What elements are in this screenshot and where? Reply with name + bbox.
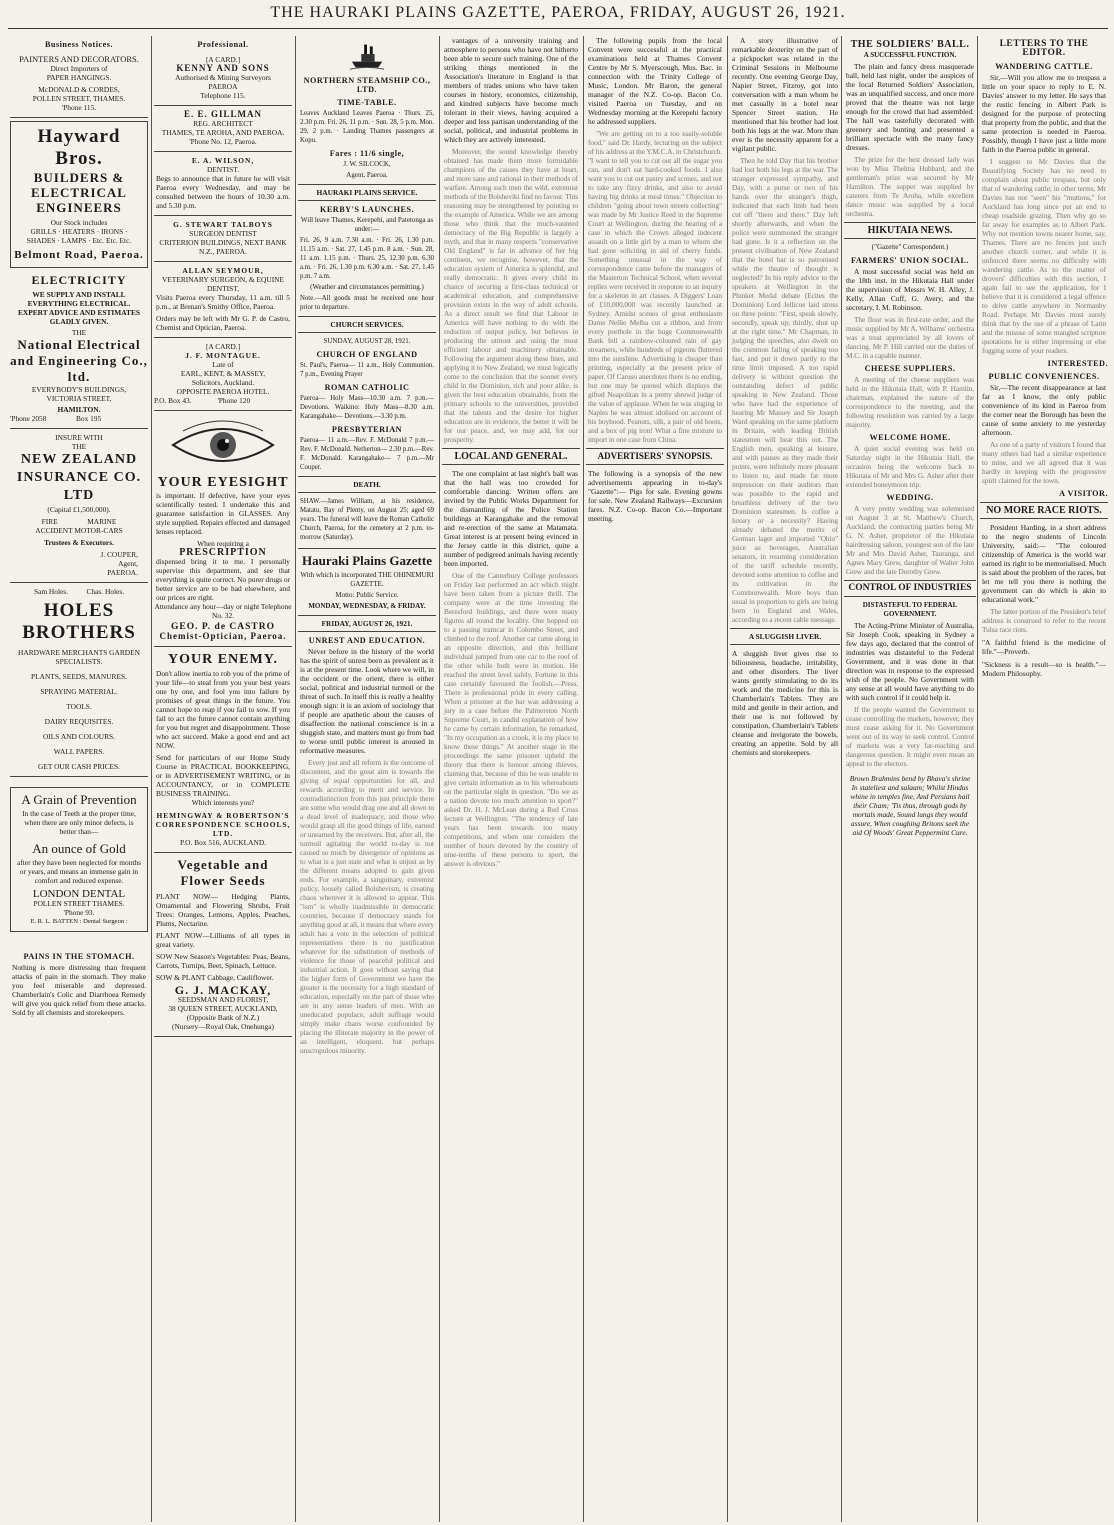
control-of-industries-heading: CONTROL OF INDUSTRIES (844, 580, 976, 597)
painters-line: PAPER HANGINGS. (46, 73, 112, 82)
masthead: THE HAURAKI PLAINS GAZETTE, PAEROA, FRIDAY, AUGUST 26, 1921. (8, 4, 1108, 29)
column-text-filler: A meeting of the cheese suppliers was held in the Hikutaia Hall, with P. Hamlin, chairman, explained the nature of the correspondence to the meeting, and the following resolution was carried by a large majority. (846, 375, 974, 429)
trustees-line: Trustees & Executors. (44, 538, 114, 547)
silcock-sub: Agent, Paeroa. (346, 171, 388, 179)
enemy-question: Which interests you? (191, 798, 255, 807)
mackay-opposite: (Opposite Bank of N.Z.) (186, 1013, 260, 1022)
stock-items: GRILLS · HEATERS · IRONS · SHADES · LAMPS · Etc. Etc. Etc. (26, 227, 132, 245)
kerbys-note: (Weather and circumstances permitting.) (310, 283, 424, 291)
seeds-heading: Vegetable and Flower Seeds (177, 857, 269, 888)
column-text-filler: Every just and all reform is the outcome of discontent, and the great aim is towards the giving of equal opportunities for all, and rewards according to merit and service. In contradistinction from this just principle there are some who would drag one and all down to a dead level of inadequacy, and those who would grasp all the good things of life, earned or unearned by the receivers. But, after all, the turmoil agitating the world to-day is not caused so much by divergence of opinions as to what is a just state and what is unjust as by the different means adopted to gain given ends. For example, a sanguinary, extremist policy, loosely called Bolshevism, is creating chaos wherever it is allowed to appear. This "ism" is wholly inadmissible in democratic countries, because if democracy stands for anything good at all, it means that where every adult has a vote in the selection of political representatives there is no justification whatever for the substitution of methods of violence for those of peaceful political and industrial action. It goes without saying that the higher form of Government we have the greater is the necessity for a high standard of education, especially on the part of those who are in any sense leaders of men. With an uneducated populace, adult suffrage would simply make chaos worse confounded by placing the illiterate majority in the power of an intelligent, eloquent, but perhaps unscrupulous minority. (300, 758, 434, 1055)
cheese-suppliers-heading: CHEESE SUPPLIERS. (864, 364, 956, 373)
column-rule (295, 36, 296, 1522)
local-and-general-heading: LOCAL AND GENERAL. (442, 448, 580, 465)
holes-cash-prices: GET OUR CASH PRICES. (38, 762, 120, 771)
seymour-card (154, 262, 292, 338)
seymour-orders: Orders may be left with Mr G. P. de Castro, Chemist and Optician, Paeroa. (156, 314, 290, 332)
the-label: THE (71, 328, 87, 337)
soldiers-ball-body (844, 62, 976, 218)
card-label: [A CARD.] (205, 342, 241, 351)
local-and-general-continued (586, 36, 724, 444)
soldiers-ball-heading: THE SOLDIERS' BALL. (850, 39, 970, 50)
holes-brothers-ad (10, 583, 148, 777)
column-text-filler: A very pretty wedding was solemnised on August 3 at St. Matthew's Church, Auckland, the contracting parties being Mr G. N. Asher, proprietor of the Hikutaia hairdressing saloon, youngest son of the late Mr and Mrs David Asher, Tauranga, and Agnes Mary Grew, daughter of Walter John Grew and the late Dorothy Grew. (846, 504, 974, 576)
hikutaia-paragraph: A most successful social was held on the 18th inst. in the Hikutaia Hall under the supervision of Messrs W. H. Alley, J. Kelly, Allan Cuff, G. Avery, and the secretary, I. M. Robinson. (846, 267, 974, 312)
timetable-heading: TIME-TABLE. (337, 98, 397, 107)
prescription-intro: When requiring a (197, 539, 249, 548)
gazette-sub: With which is incorporated THE OHINEMURI GAZETTE. (300, 571, 434, 588)
painters-line: Direct Importers of (50, 64, 108, 73)
column-4 (442, 36, 580, 1522)
church-of-england-rows: St. Paul's, Paeroa— 11 a.m., Holy Communion. 7 p.m., Evening Prayer (300, 362, 434, 378)
seeds-plant-2: PLANT NOW—Lilliums of all types in great variety. (156, 931, 290, 949)
eyesight-body: is important. If defective, have your eyes scientifically tested. I undertake this and guarantee satisfaction in GLASSES. Any style supplied. Repairs effected and damaged lenses replaced. (156, 491, 290, 536)
presbyterian-heading: PRESBYTERIAN (331, 425, 403, 434)
church-services-heading: CHURCH SERVICES. (298, 316, 436, 333)
roman-catholic-heading: ROMAN CATHOLIC (324, 383, 410, 392)
eyesight-heading: YOUR EYESIGHT (157, 475, 289, 490)
column-rule (583, 36, 584, 1522)
steamship-icon (348, 38, 386, 72)
talboys-sub: SURGEON DENTIST (189, 229, 257, 238)
column-text-filler: The floor was in first-rate order, and the music supplied by Mr A. Wilhams' orchestra was a treat appreciated by all lovers of dancing. Mr P. Hill carried out the duties of M.C. in a capable manner. (846, 315, 974, 360)
montague-firm: EARL, KENT, & MASSEY, (180, 369, 266, 378)
column-2 (154, 36, 292, 1522)
timetable-rows: Leaves Auckland Leaves Paeroa · Thurs. 25, 2.30 p.m. Fri. 26, 11 p.m. · Sun. 28, 5 p.m. Mon. 29, 2 p.m. · Landing Thames passengers at Kopu. (300, 110, 434, 144)
eye-illustration-icon (168, 419, 278, 471)
welcome-body (844, 444, 976, 489)
fire-marine-line: FIRE MARINE (41, 517, 117, 526)
race-riots-body (980, 523, 1108, 634)
column-rule (151, 36, 152, 1522)
enemy-ad (154, 647, 292, 853)
faithful-friend-quote: "A faithful friend is the medicine of life."—Proverb. (982, 638, 1106, 656)
hayward-name: Hayward Bros. (37, 126, 121, 169)
column-text-filler: Then he told Day that his brother had lost both his legs at the war. The stranger expressed sympathy, and Day, with a purse or two of his hands over the stranger's thigh, indicated that each limb had been cut off "there and there." Day left shortly afterwards, and when the police were summoned the stranger had gone. Is it a reflection on the present civilisation of New Zealand that the hotel bar is so patronised while the theatre of thought is neglected? In his reply advice to the speakers at Wellington in the Plunket Medal debate (Ecites the Dominion) Lord Jellicoe laid stress on three points: "First, speak slowly, secondly, speak up; thirdly, shut up at the right time." Mr Chapman, in judging the speeches, also dwelt on the common failing of speaking too fast, and put it down partly to the time limit imposed. A too rapid delivery is without question the outstanding defect of public speaking in New Zealand. Those who have had the experience of hearing Mr Massey and Sir Joseph Ward speaking on the same platform in Britain, with leading British statesmen will bear this out. The English men, speaking at leisure, and with pauses as they made their points, were infinitely more pleasant to listen to, and made far more impression on their auditors than was possible to the rapid and breathless delivery of the two Dominion statesmen. Is coffee a luxury or a necessity? Having already debated the merits of German lager and imported "Ohio" juice as beverages, Australian senators, in resuming consideration of the tariff schedule recently, devoted some attention to coffee and its cultivation in the Commonwealth. More boys than usual in proportion to girls are being born in England and Wales, according to a recent cable message. (732, 156, 838, 624)
public-conveniences-body (980, 383, 1108, 485)
hikutaia-correspondent: ("Gazette" Correspondent.) (871, 243, 949, 251)
prescription-heading: PRESCRIPTION (179, 547, 267, 558)
talboys-card (154, 216, 292, 262)
column-7 (844, 36, 976, 1522)
kerbys-parcels: Note.—All goods must be received one hour prior to departure. (300, 295, 434, 311)
wedding-body (844, 504, 976, 576)
column-text-filler: A quiet social evening was held on Saturday night in the Hikutaia Hall, the occasion being the welcome back to Hikutaia of Mr and Mrs G. Asher after their extended honeymoon trip. (846, 444, 974, 489)
column-text-filler: One of the Canterbury College professors on Friday last performed an act which might have been taken from a picture thrill. The company were at the time investing the Beresford buildings, and there were many figures all round the locality. One hopped on to a passing tramcar in Colombo Street, and climbed to the roof. Another car came along in an opposite direction, and this brilliant individual jumped from one car to the roof of the other while both were in motion. He reached the street level safely. Fortune in this case certainly favoured the foolish.—Press. There is professional pride in every calling. When a prisoner at the bar was addressing a jury in a case before the Palmerston North Supreme Court, in candid explanation of how he came by certain information, he remarked, "In my occupation as a crook, it is my place to know these things." At another stage in the proceedings the same prisoner upheld the theory that there is honour among thieves, claiming that, because of this he was unable to give certain information as to his whereabouts on the particular night in question. "Do we as a nation devote too much attention to sport?" asked Dr. H. J. McLean during a Red Cross lecture at Wellington. "The tendency of late years has been towards too many competitions, and when one considers the number of hours devoted by the country of nine-tenths of these persons to sport, the answer is obvious." (444, 571, 578, 868)
roman-catholic-rows: Paeroa— Holy Mass—10.30 a.m. 7 p.m.—Devotions. Waikino: Holy Mass—8.30 a.m. Karangahake— Devotions.—3.30 p.m. (300, 395, 434, 420)
kerbys-rows: Fri. 26, 9 a.m. 7.30 a.m. · Fri. 26, 1.30 p.m. 11.15 a.m. · Sat. 27, 1.45 p.m. 8 a.m. · Sun. 28, 11 a.m. 1.15 p.m. · Thurs. 25, 12.30 p.m. 6.30 a.m. · Fri. 26, 1.30 p.m. 6.30 a.m. · Sat. 27, 1.45 p.m. 7 a.m. (300, 237, 434, 280)
painters-title: PAINTERS AND DECORATORS. (19, 54, 139, 64)
hauraki-service-heading: HAURAKI PLAINS SERVICE. (298, 184, 436, 201)
local-and-general-body (442, 469, 580, 868)
editorial-body (298, 647, 436, 1055)
mackay-name: G. J. MACKAY, (174, 983, 272, 997)
belmont-address: Belmont Road, Paeroa. (14, 249, 144, 261)
advertisers-synopsis-body: The following is a synopsis of the new advertisements appearing in to-day's "Gazette":— Pigs for sale. Evening gowns for sale. New Zealand Railways—Excursion fares. N.Z. Co-op. Bacon Co.—Important meeting. (588, 469, 722, 523)
professional-heading: Professional. (197, 40, 249, 49)
hayward-ad (10, 121, 148, 268)
wandering-cattle-body (980, 73, 1108, 355)
holes-plants: PLANTS, SEEDS, MANURES. (31, 672, 127, 681)
holes-sub: HARDWARE MERCHANTS GARDEN SPECIALISTS. (18, 648, 140, 666)
column-text-filler: The prize for the best dressed lady was won by Miss Thelma Hubbard, and the gentleman's prize was secured by Mr Hamilton. The supper was supplied by caterers from Te Aroha, while excellent dance music was supplied by a local orchestra. (846, 155, 974, 218)
local-and-general-continued-2 (730, 36, 840, 624)
montague-box: P.O. Box 43. 'Phone 120 (154, 396, 251, 405)
column-1 (10, 36, 148, 1522)
no-more-race-riots-heading: NO MORE RACE RIOTS. (980, 502, 1108, 519)
welcome-home-heading: WELCOME HOME. (869, 433, 951, 442)
wedding-heading: WEDDING. (886, 493, 934, 502)
ounce-body: after they have been neglected for months or years, and means an immense gain in comfort and reduced expense. (17, 858, 141, 885)
column-rule (841, 36, 842, 1522)
talboys-address: CRITERION BUILDINGS, NEXT BANK N.Z., PAEROA. (159, 238, 287, 256)
agent-line: Agent, (118, 559, 138, 568)
capital-line: (Capital £1,500,000). (47, 505, 111, 514)
gillman-name: E. E. GILLMAN (183, 109, 262, 119)
local-paragraph: A story illustrative of remarkable dexterity on the part of a pickpocket was related in the Criminal Sessions in Melbourne recently. One evening George Day, Napier Street, Fitzroy, got into conversation with a man whom he met casually in a hotel near Spencer Street station. He mentioned that his brother had lost both his legs at the war. More than ever is the necessity apparent for a vigilant public. (732, 36, 838, 153)
seeds-sow-2: SOW & PLANT Cabbage, Cauliflower. (156, 973, 274, 982)
death-heading: DEATH. (298, 476, 436, 493)
hikutaia-body (844, 267, 976, 360)
painters-ad (10, 51, 148, 118)
church-of-england-heading: CHURCH OF ENGLAND (316, 350, 418, 359)
letters-to-editor-heading: LETTERS TO THE EDITOR. (999, 39, 1089, 58)
visitor-signature: A VISITOR. (1059, 489, 1108, 498)
hayward-line: ENGINEERS (36, 200, 122, 215)
control-paragraph: The Acting-Prime Minister of Australia, Sir Joseph Cook, speaking in Sydney a few days ago, declared that the control of industries was distasteful to the Federal Government, and it was done in that direction was in response to the expressed wish of the people. No Government with any sense at all would have anything to do with such control if it could help it. (846, 621, 974, 702)
column-text-filler: The latter portion of the President's brief address is construed to refer to the recent Tulsa race riots. (982, 607, 1106, 634)
seymour-sub: VETERINARY SURGEON, & EQUINE DENTIST, (161, 275, 285, 293)
grain-heading: A Grain of Prevention (21, 792, 137, 807)
seeds-sow: SOW New Season's Vegetables: Peas, Beans, Carrots, Turnips, Beet, Spinach, Lettuce. (156, 952, 290, 970)
dental-ad (10, 787, 148, 932)
silcock-name: J. W. SILCOCK, (343, 160, 391, 168)
kenny-sub: Authorised & Mining Surveyors (175, 73, 271, 82)
the-label: THE (71, 442, 87, 451)
electricity-heading: ELECTRICITY (31, 273, 127, 287)
stock-intro: Our Stock includes (50, 218, 108, 227)
fares-line: Fares : 11/6 single, (329, 149, 405, 158)
column-6 (730, 36, 840, 1522)
local-paragraph: The following pupils from the local Convent were successful at the practical examinations held at Thames Convent Centre by Mr S. Myerscough, Mus. Bac. in connection with the Trinity College of Music, London. Mr Baron, the general manager of the N.Z. Co-op. Bacon Co. visited Paeroa on Tuesday, and on Wednesday morning at the Kerepehi factory he addressed suppliers. (588, 36, 722, 126)
enemy-send: Send for particulars of our Home Study Course in PRACTICAL BOOKKEEPING, or in ADVERTISEMENT WRITING, or in ACCOUNTANCY, or in COMPLETE BUSINESS TRAINING. (156, 753, 290, 798)
column-rule (439, 36, 440, 1522)
holes-dairy: DAIRY REQUISITES. (44, 717, 114, 726)
wilson-body: Begs to announce that in future he will visit Paeroa every Wednesday, and may be consulted between the hours of 10.30 a.m. and 5.30 p.m. (156, 174, 290, 210)
nz-insurance-ad (10, 429, 148, 583)
hayward-line: BUILDERS & (33, 170, 125, 185)
hemingway-name: HEMINGWAY & ROBERTSON'S CORRESPONDENCE SCHOOLS, LTD. (155, 811, 291, 838)
editorial-paragraph: Never before in the history of the world has the spirit of unrest been as prevalent as it is at the present time. Look where we will, in the occident or the orient, there is either social, political and industrial turmoil or the threat of such. In itself this is really a healthy enough sign: it is an axiom of sociology that if people are apathetic about the causes of disaffection the national conscience is in a sluggish state, and matters must go from bad to worse until public interest is aroused in reformative measures. (300, 647, 434, 755)
gazette-motto: Motto: Public Service. (335, 591, 399, 599)
letter-paragraph: Sir,—The recent disappearance at last far as I know, the only public convenience of its kind in Paeroa from the corner near the Borough has been the cause of some anxiety to me yesterday afternoon. (982, 383, 1106, 437)
nz-insurance-name: NEW ZEALAND INSURANCE CO. LTD (16, 452, 142, 503)
philosophy-quote: "Sickness is a result—so is health."—Modern Philosophy. (982, 660, 1106, 678)
accident-line: ACCIDENT MOTOR-CARS (35, 526, 123, 535)
ounce-heading: An ounce of Gold (32, 841, 126, 856)
enemy-body: Don't allow inertia to rob you of the prime of your life—to steal from you your best years one by one, and fool you into failure by promises of great things in the future. You cannot hope to reap if you fail to sow. If you fail to act the future cannot contain anything for you but regret and disappointment. Those who act succeed. Make a good end and act NOW. (156, 669, 290, 750)
attendance-line: Attendance any hour—day or night Telephone No. 32. (154, 602, 292, 620)
enemy-heading: YOUR ENEMY. (167, 652, 279, 667)
control-subheading: DISTASTEFUL TO FEDERAL GOVERNMENT. (862, 601, 958, 618)
kerbys-heading: KERBY'S LAUNCHES. (319, 205, 415, 214)
death-body: SHAW.—James William, at his residence, Matatu, Bay of Plenty, on August 25; aged 69 years. The funeral will leave the Roman Catholic Church, Paeroa, for the cemetery at 2 p.m. to-morrow (Saturday). (300, 498, 434, 541)
column-text-filler: "We are getting on to a too easily-soluble food," said Dr. Hardy, lecturing on the subject of his address at the Y.M.C.A. in Christchurch. "I want to tell you to cut out all the sugar you can, and don't eat hard-cooked foods. I also want you to cut out pastry and scones, and not to take any fizzy drinks, and also to avoid having big drinks at meal times." Objection to children "going about town streets collecting" was made by Mr Justice Reed in the Supreme Court at Wellington, during the hearing of a case in which the Crown alleged indecent assault on a little girl by a man to whom she had gone soliciting in aid of cherry funds. Something unusual in the way of correspondence came before the managers of the Masterton Technical School, when several replies were received in response to an inquiry for a skeleton in art classes. A Diggers' Loan of £10,000,000 was recently launched at Sydney. Amidst scenes of great enthusiasm Dame Nellie Melba cut a ribbon, and from every porthole in the huge Commonwealth Bank fell a rainbow-coloured rain of gay streamers, while hundreds of pigeons fluttered into the sunshine. Advertising is cheaper than printing, especially at the present price of paper. Of Caruso anecdotes there is no ending, but one may be quoted which displays the gifted Neapolitan in a pretty shrewd judge of the value of applause. When he was singing in Naples he was almost idolised on account of his boyhood. Peanuts, silk, a pair of old boots, and a box of pig iron! What a fine mixture to import in one case from China. (588, 129, 722, 444)
wilson-name: E. A. WILSON, (191, 156, 255, 165)
gillman-card (154, 106, 292, 152)
sluggish-liver-body: A sluggish liver gives rise to biliousness, headache, irritability, and other disorders. The liver wants gently stimulating to do its work and the medicine for this is Chamberlain's Tablets. They are mild and gentle in their action, and their use is not followed by constipation, Chamberlain's Tablets cleanse and invigorate the bowels, creating an appetite. Sold by all chemists and storekeepers. (732, 649, 838, 757)
kerbys-sub: Will leave Thames, Kerepehi, and Patetonga as under:— (300, 216, 434, 233)
pains-heading: PAINS IN THE STOMACH. (23, 952, 135, 961)
editorial-continued (442, 36, 580, 444)
couper-name: J. COUPER, (100, 550, 138, 559)
holes-oils: OILS AND COLOURS. (42, 732, 116, 741)
hamilton-line: HAMILTON. (57, 405, 101, 414)
eyesight-ad (154, 411, 292, 647)
wilson-card (154, 152, 292, 216)
gazette-days: MONDAY, WEDNESDAY, & FRIDAY. (308, 602, 426, 610)
national-electrical-name: National Electrical and Engineering Co., ltd. (10, 337, 148, 384)
kenny-name: KENNY AND SONS (176, 63, 270, 73)
pains-notice (10, 952, 148, 1017)
presbyterian-rows: Paeroa— 11 a.m.—Rev. F. McDonald 7 p.m.—Rev. F. McDonald. Netherton— 2.30 p.m.—Rev. F. McDonald. Karangahake— 7 p.m.—Mr Couper. (300, 437, 434, 471)
mackay-address: 38 QUEEN STREET, AUCKLAND, (168, 1004, 278, 1013)
phone-93: 'Phone 93. (63, 908, 95, 917)
montague-sub: Solicitors, Auckland. (191, 378, 255, 387)
paeroa-line: PAEROA. (107, 568, 138, 577)
gillman-sub: REG. ARCHITECT (193, 119, 253, 128)
montague-name: J. F. MONTAGUE. (185, 351, 261, 360)
seeds-ad (154, 853, 292, 1037)
gazette-dateline: FRIDAY, AUGUST 26, 1921. (298, 615, 436, 632)
seeds-plant: PLANT NOW— Hedging Plants, Ornamental and Flowering Shrubs, Fruit Trees: Oranges, Lemons, Apples, Peaches, Plums, Nectarine. (156, 892, 290, 928)
public-conveniences-heading: PUBLIC CONVENIENCES. (988, 372, 1100, 381)
holes-tools: TOOLS. (66, 702, 92, 711)
electricity-body: WE SUPPLY AND INSTALL EVERYTHING ELECTRICAL. EXPERT ADVICE AND ESTIMATES GLADLY GIVEN. (17, 290, 141, 326)
brahmins-verse: Brown Brahmins bend by Bhava's shrine In stateliest and salaam; Whilst Hindus whine in temples fine, And Persians hail their Cham; 'Tis thus, through gods by mortals made, Sound lungs they would assure, When coughing Britons seek the aid Of Woods' Great Peppermint Cure. (849, 774, 971, 837)
holes-names: Sam Holes. Chas. Holes. (33, 587, 125, 596)
control-body (844, 621, 976, 768)
wilson-sub: DENTIST. (206, 165, 240, 174)
insure-line: INSURE WITH (55, 433, 103, 442)
victoria-line: VICTORIA STREET, (46, 394, 112, 403)
column-rule (727, 36, 728, 1522)
kenny-phone: Telephone 115. (200, 91, 246, 100)
hikutaia-news-heading: HIKUTAIA NEWS. (844, 222, 976, 239)
newspaper-page (8, 0, 1108, 1525)
mackay-nursery: (Nursery—Royal Oak, Onehunga) (171, 1022, 274, 1031)
batten-name: E. R. L. BATTEN : Dental Surgeon : (30, 918, 128, 925)
gazette-nameplate: Hauraki Plains Gazette (298, 548, 436, 569)
national-electrical-ad (10, 268, 148, 429)
interested-signature: INTERESTED. (1047, 359, 1108, 368)
painters-address: POLLEN STREET, THAMES. (32, 94, 126, 103)
holes-wallpapers: WALL PAPERS. (53, 747, 105, 756)
column-3 (298, 36, 436, 1522)
local-paragraph: The one complaint at last night's ball was that the hall was too crowded for comfortable dancing. Written offers are invited by the Public Works Department for the dismantling of the Police Station buildings at Karangahake and the removal and re-erection of the same at Matamata. Great interest is at present being evinced in the Jersey cattle in this district, quite a number of pedigreed animals having recently been imported. (444, 469, 579, 568)
holes-spraying: SPRAYING MATERIAL. (40, 687, 118, 696)
montague-opposite: OPPOSITE PAEROA HOTEL. (176, 387, 270, 396)
business-notices-heading: Business Notices. (44, 40, 114, 49)
race-riots-paragraph: President Harding, in a short address to the negro students of Lincoln University, said:— "The coloured citizenship of America is the world war earned its right to be memorialised. Much is said about the problem of the races, but let me tell you there is nothing the government can do which is akin to educational work." (982, 523, 1106, 604)
advertisers-synopsis-heading: ADVERTISERS' SYNOPSIS. (586, 448, 724, 465)
column-8 (980, 36, 1108, 1522)
column-text-filler: As one of a party of visitors I found that many others had had a similar experience to mine, and we all agreed that it was hardly in keeping with the progressive spirit claimed for the town. (982, 440, 1106, 485)
buildings-line: EVERYBODY'S BUILDINGS, (31, 385, 127, 394)
cheese-body (844, 375, 976, 429)
kenny-town: PAEROA (208, 82, 238, 91)
pollen-street: POLLEN STREET THAMES. (33, 899, 125, 908)
sluggish-liver-heading: A SLUGGISH LIVER. (730, 628, 840, 645)
letter-paragraph: Sir,—Will you allow me to trespass a little on your space to reply to E. N. Davies' answer to my letter. He says that the rustic fencing in Albert Park is designed for the purpose of protecting that property from the public, and that the same protection is needed in Paeroa. Possibly, though I have just a little more faith in the Paeroa public in general. (982, 73, 1106, 154)
london-dental: LONDON DENTAL (32, 888, 126, 900)
montague-card (154, 338, 292, 411)
column-rule (977, 36, 978, 1522)
holes-brothers-name: HOLES BROTHERS (22, 600, 136, 643)
column-text-filler: Moreover, the sound knowledge thereby obtained has made them more formidable champions of the causes they have at heart, and more sane and rational in their methods of warfare. Among such men the wild, extremist methods of the Bolsheviki find no favour. This reasoning may be strengthened by pointing to the example of America. While we are among those who think that the much-vaunted democracy of the Big Republic is largely a myth, and that in many respects "conservative Old England" is far in advance of her big continent, we recognise, however, that the education system of America is splendid, and really democratic. It gives every child its chance of securing a first-class technical or academical education, and comprehensive provision exists in the way of adult schools. As a direct result we find that Labour in America will have nothing to do with the reduction of output policy, but believes in producing the utmost and using the most efficient labour and machinery obtainable. Following the argument along these lines, and applying it to New Zealand, we must logically come to the conclusion that the sooner every child in the Dominion, rich and poor alike, is given the best education obtainable, from the primary schools to the universities, provided that the talents and the desire for higher education are in evidence, the better it will be for our peace, and, we may add, for our prosperity. (444, 147, 578, 444)
gillman-towns: THAMES, TE AROHA, AND PAEROA. (161, 128, 285, 137)
column-text-filler: I suggest to Mr Davies that the Beautifying Society has no need to complain about public trespass, but only that of wandering cattle; in other terms, Mr Davies has not "seen" his "muttons," for Auckland has long since put an end to cheap roadside grazing. Then why go so far away for examples as to Albert Park. Why not mention towns nearer home, say, Thames. There are no fences just such another church corner, and while it is unfenced there seems no difficulty with wandering cattle. As to the matter of drovers' difficulties with this section, I again fail to see the application, for I believe that it is considered a legal offence to drive cattle anywhere in Normanby Road. Perhaps Mr Davies must surely think that by the use of a phrase of Latin and the misuse of some mangled scripture quotations he is either impressing or else fogging some of your readers. (982, 157, 1106, 355)
montague-late: Late of (212, 360, 234, 369)
painters-firm: McDONALD & CORDES, (38, 85, 120, 94)
painters-phone: 'Phone 115. (61, 103, 97, 112)
talboys-name: G. STEWART TALBOYS (173, 220, 273, 229)
gillman-phone: 'Phone No. 12, Paeroa. (189, 137, 257, 146)
kenny-card (154, 51, 292, 106)
hemingway-box: P.O. Box 516, AUCKLAND. (179, 838, 267, 847)
farmers-union-heading: FARMERS' UNION SOCIAL. (851, 256, 969, 265)
editorial-paragraph: vantages of a university training and atmosphere to persons who have not hitherto been able to secure such training. One of the striking things mentioned in the Association's literature in England is that members of trades unions who have taken courses in history, economics, citizenship, and kindred subjects have become much tolerant in their views, having acquired a deeper and less partisan understanding of the social, political, and industrial problems in which they are actively interested. (444, 36, 578, 144)
ball-paragraph: The plain and fancy dress masquerade ball, held last night, under the auspices of the local Returned Soldiers' Association, was an unqualified success, and once more proved that the theatre was not large enough for the crowd that had assembled. The hall was tastefully decorated with greenery and bunting and presented a brilliant spectacle with the many fancy dresses. (846, 62, 974, 152)
seymour-body: Visits Paeroa every Thursday, 11 a.m. till 5 p.m., at Brenan's Smithy Office, Paeroa. (156, 293, 290, 311)
decastro-sub: Chemist-Optician, Paeroa. (159, 631, 287, 641)
mackay-sub: SEEDSMAN AND FLORIST, (177, 995, 269, 1004)
column-5 (586, 36, 724, 1522)
wandering-cattle-heading: WANDERING CATTLE. (995, 62, 1093, 71)
church-date: SUNDAY, AUGUST 28, 1921. (323, 337, 411, 345)
editorial-heading: UNREST AND EDUCATION. (308, 636, 426, 645)
prescription-body: dispensed bring it to me. I personally supervise this department, and see that everything is quite correct. No purer drugs or better service are to be had elsewhere, and our prices are right. (156, 557, 290, 602)
decastro-name: GEO. P. de CASTRO (170, 622, 275, 632)
column-text-filler: If the people wanted the Government to cease controlling the markets, however, they must cease asking for it. No Government went out of its way to seek control. Control of markets was a very far-reaching and dangerous question. It might even mean an appeal to the electors. (846, 705, 974, 768)
phone-box-line: 'Phone 2058 Box 195 (10, 414, 102, 423)
steamship-heading: NORTHERN STEAMSHIP CO., LTD. (303, 76, 431, 94)
seymour-name: ALLAN SEYMOUR, (182, 266, 264, 275)
card-label: [A CARD.] (205, 55, 241, 64)
grain-body: In the case of Teeth at the proper time, when there are only minor defects, is better than— (22, 809, 136, 836)
hayward-line: ELECTRICAL (31, 185, 127, 200)
soldiers-ball-subheading: A SUCCESSFUL FUNCTION. (863, 51, 957, 59)
pains-body: Nothing is more distressing than frequent attacks of pain in the stomach. They make you feel miserable and depressed. Chamberlain's Colic and Diarrhoea Remedy will give you quick relief from these attacks. Sold by all chemists and storekeepers. (12, 963, 146, 1017)
